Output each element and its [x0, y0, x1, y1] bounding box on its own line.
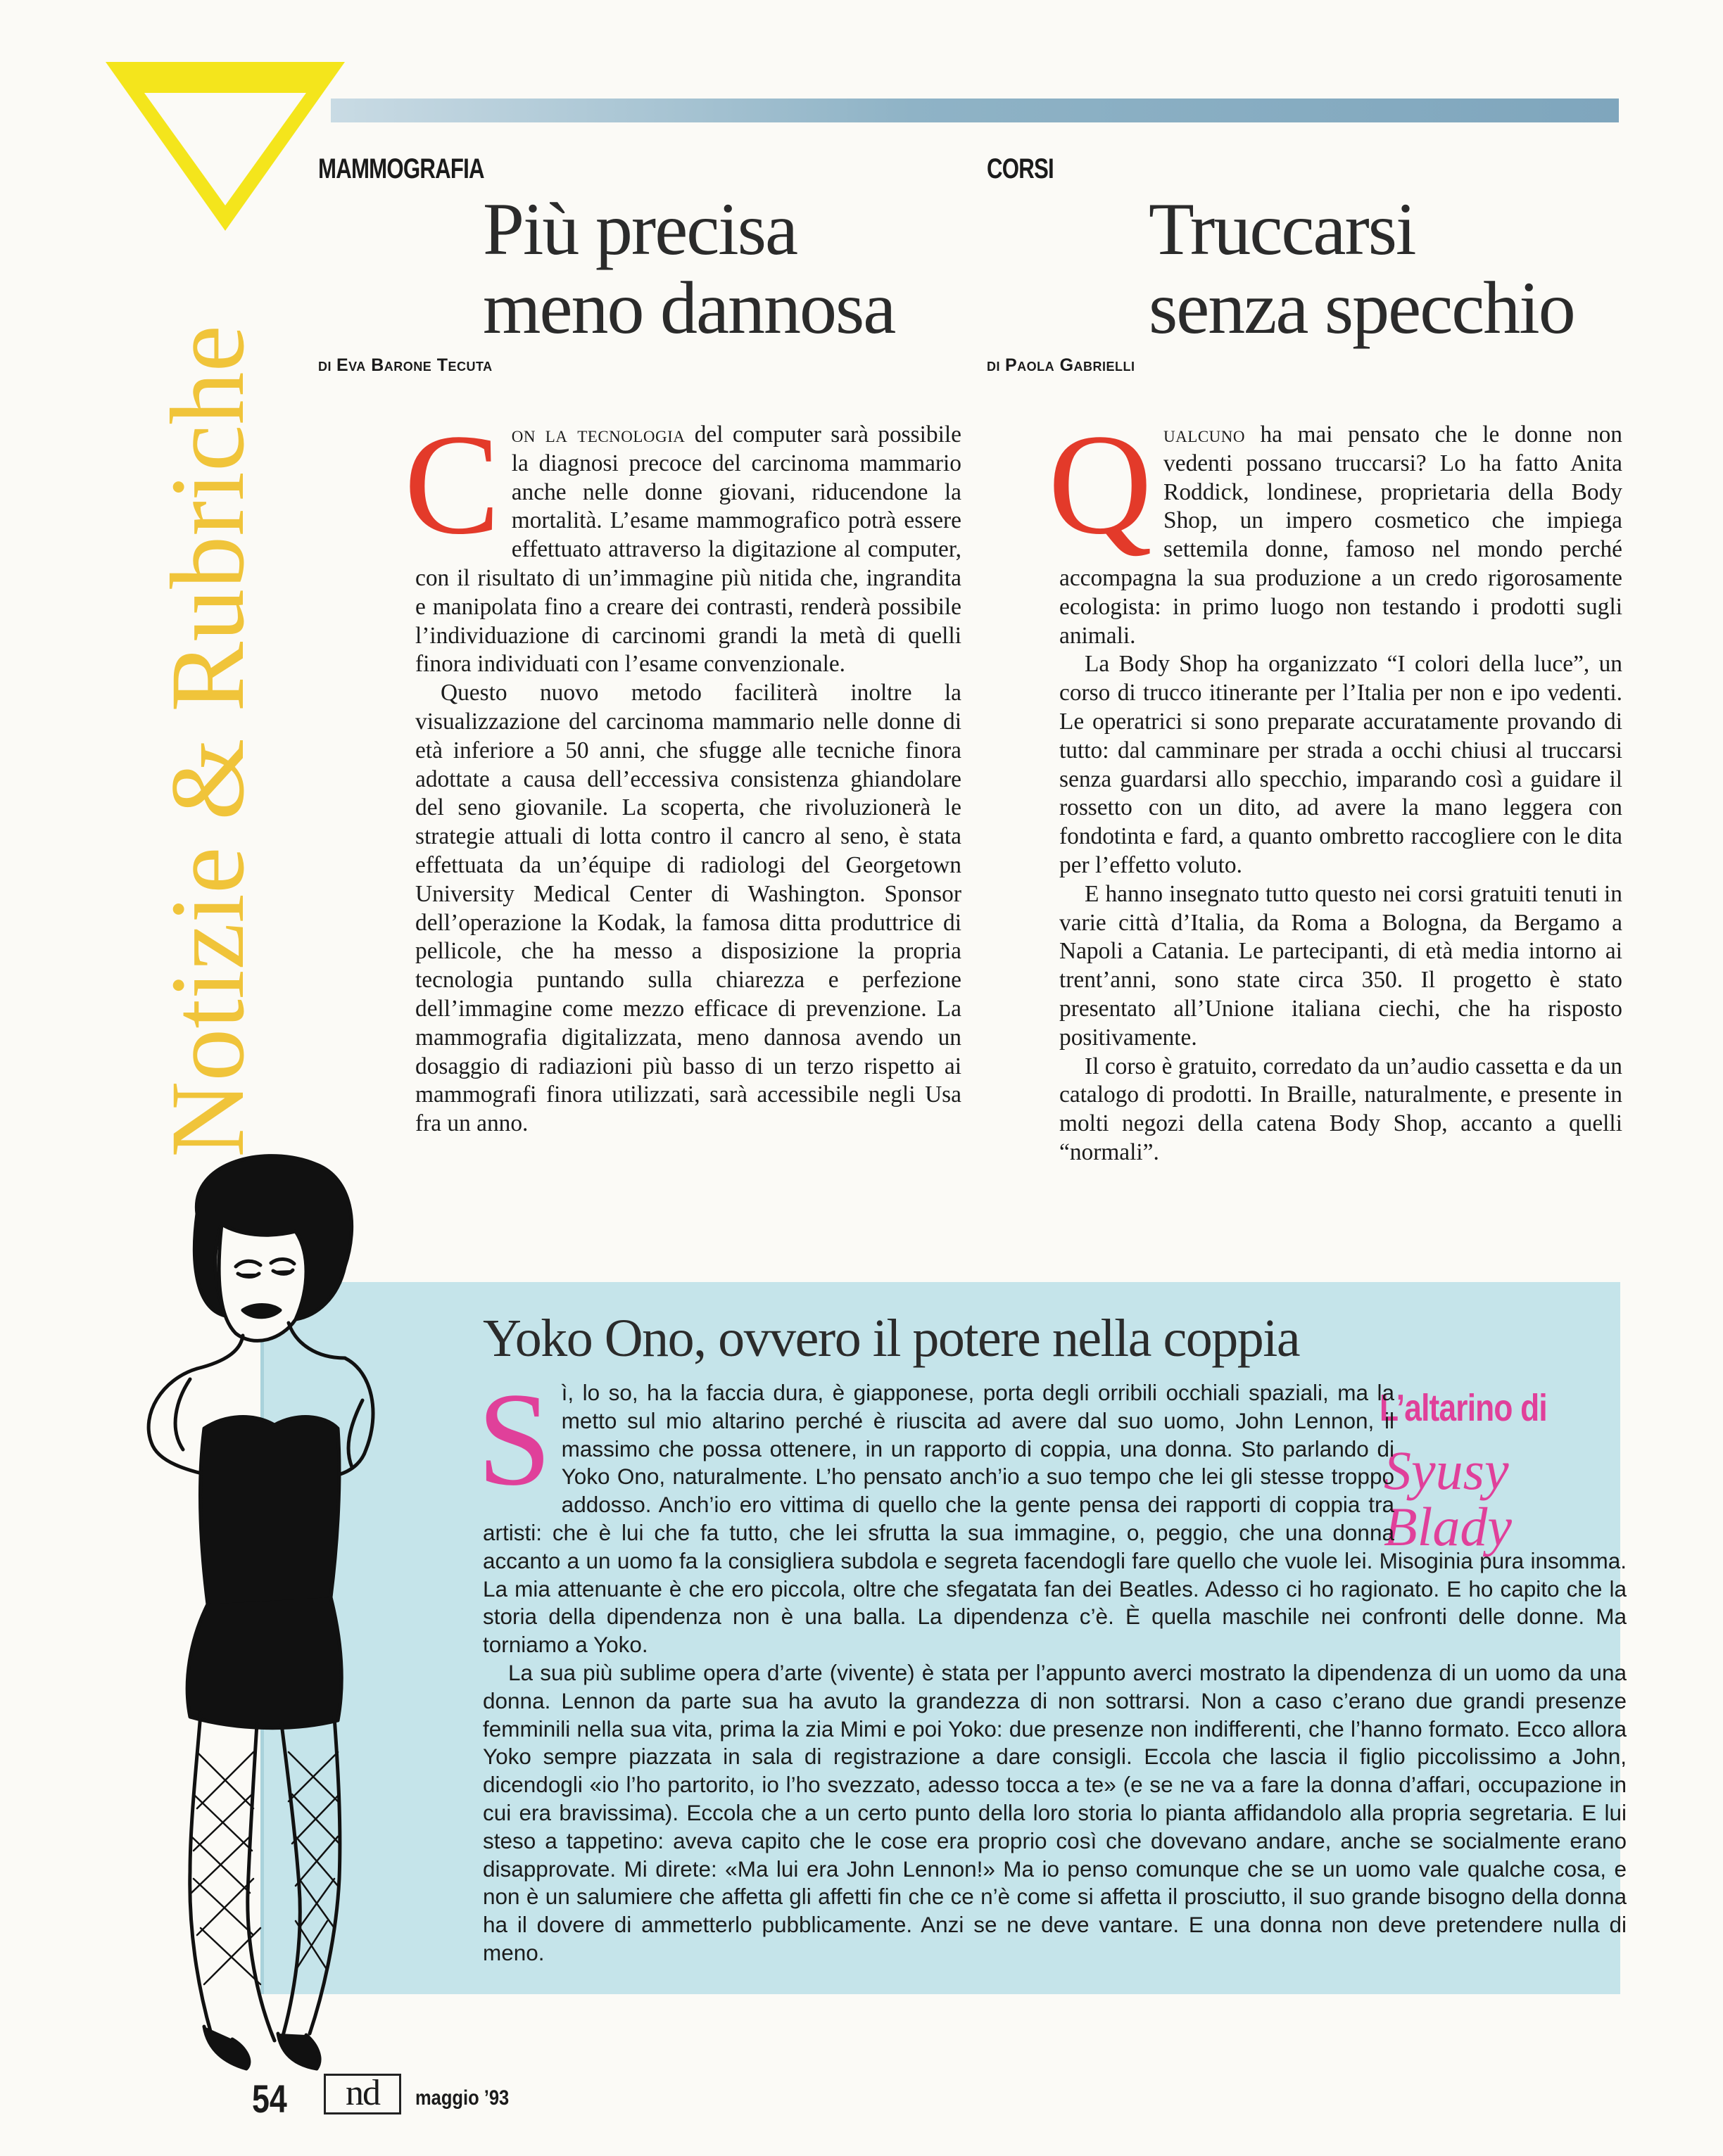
- right-paragraph-1-text: ha mai pensato che le donne non vedenti possano truccarsi? Lo ha fatto Anita Roddick, londinese, proprietaria della Body Shop, un impero cosmetico che impiega settemila donne, famoso nel mondo perché accompagna la sua produzione a un credo rigorosamente ecologista: in primo luogo non testando i prodotti sugli animali.: [1059, 421, 1622, 649]
- corner-triangle-cutout: [144, 93, 306, 205]
- signature-spacer: [1394, 1379, 1627, 1541]
- column-label: L’altarino di: [1380, 1387, 1547, 1429]
- left-paragraph-2: Questo nuovo metodo faciliterà inoltre la visualizzazione del carcinoma mammario nelle donne di età inferiore a 50 anni, che sfugge alle tecniche finora adottate a causa dell’eccessiva consistenza ghiandolare del seno giovanile. La scoperta, che rivoluzionerà le strategie attuali di lotta contro il cancro al seno, è stata effettuata da un’équipe di radiologi del Georgetown University Medical Center di Washington. Sponsor dell’operazione la Kodak, la famosa ditta produttrice di pellicole, che ha messo a disposizione la propria tecnologia puntando sulla chiarezza e perfezione dell’immagine come mezzo efficace di prevenzione. La mammografia digitalizzata, meno dannosa avendo un dosaggio di radiazioni più basso di un terzo rispetto ai mammografi finora utilizzati, sarà accessibile negli Usa fra un anno.: [415, 680, 961, 1137]
- left-headline: [483, 190, 895, 348]
- right-paragraph-1: [1048, 405, 1622, 650]
- left-byline-prefix: di: [318, 355, 332, 375]
- right-author: Paola Gabrielli: [1004, 355, 1135, 375]
- right-byline: [987, 355, 1135, 376]
- right-headline-line1: Truccarsi: [1149, 188, 1415, 270]
- right-byline-prefix: di: [987, 355, 1000, 375]
- right-paragraph-3: E hanno insegnato tutto questo nei corsi gratuiti tenuti in varie città d’Italia, da Roma a Bologna, da Bergamo a Napoli a Catania. Le partecipanti, di età media intorno ai trent’anni, sono state circa 350. Il progetto è stato presentato all’Unione italiana ciechi, che ha risposto positivamente.: [1059, 880, 1622, 1051]
- left-section-label: MAMMOGRAFIA: [318, 153, 484, 184]
- column-dropcap: S: [477, 1366, 552, 1514]
- left-paragraph-1-text: del computer sarà possibile la diagnosi precoce del carcinoma mammario anche nelle donne giovani, riducendone la mortalità. L’esame mammografico potrà essere effettuato attraverso la digitazione al computer, con il risultato di un’immagine più nitida che, ingrandita e manipolata fino a creare dei contrasti, renderà possibile l’individuazione di carcinomi grandi la metà di quelli finora individuati con l’esame convenzionale.: [415, 421, 961, 678]
- left-author: Eva Barone Tecuta: [336, 355, 493, 375]
- issue-date: maggio ’93: [415, 2086, 510, 2110]
- column-paragraph-1-text: ì, lo so, ha la faccia dura, è giapponese, porta degli orribili occhiali spaziali, ma la metto sul mio altarino perché è riuscita ad avere dal suo uomo, John Lennon, il massimo che possa ottenere, in un rapporto di coppia, una donna. Sto parlando di Yoko Ono, naturalmente. L’ho pensato anch’io a suo tempo che lei gli stesse troppo addosso. Anch’io ero vittima di quello che la gente pensa dei rapporti di coppia tra artisti: che è lui che fa tutto, che lei sfrutta la sua immagine, o, peggio, che una donna accanto a un uomo fa la consigliera subdola e segreta facendogli fare quello che vuole lei. Misoginia pura insomma. La mia attenuante è che ero piccola, oltre che sfegatata fan dei Beatles. Adesso ci ho ragionato. E ho capito che la storia della dipendenza non è una balla. La dipendenza c’è. È quella maschile nei confronti delle donne. Ma torniamo a Yoko.: [483, 1380, 1627, 1658]
- right-lead-in: ualcuno: [1163, 421, 1245, 448]
- right-paragraph-2: La Body Shop ha organizzato “I colori della luce”, un corso di trucco itinerante per l’Italia per non e ipo vedenti. Le operatrici si sono preparate accuratamente provando di tutto: dal camminare per strada a occhi chiusi al truccarsi senza guardarsi allo specchio, imparando così a guidare il rossetto con un dito, ad avere la mano leggera con fondotinta e fard, a quanto ombretto raccogliere con le dita per l’effetto voluto.: [1059, 651, 1622, 878]
- left-headline-line1: Più precisa: [483, 188, 797, 270]
- right-dropcap: Q: [1048, 405, 1153, 564]
- left-headline-line2: meno dannosa: [483, 267, 895, 349]
- right-section-label: CORSI: [987, 153, 1054, 184]
- left-byline: [318, 355, 493, 376]
- right-paragraph-4: Il corso è gratuito, corredato da un’audio cassetta e da un catalogo di prodotti. In Braille, naturalmente, e presente in molti negozi della catena Body Shop, accanto a quelli “normali”.: [1059, 1053, 1622, 1165]
- left-paragraph-1: [404, 405, 961, 679]
- left-dropcap: C: [404, 405, 500, 564]
- column-paragraph-2: La sua più sublime opera d’arte (vivente) è stata per l’appunto averci mostrato la dipendenza di un uomo da una donna. Lennon da parte sua ha avuto la grandezza di non sottrarsi. Non a caso c’erano due grandi presenze femminili nella sua vita, prima la zia Mimi e poi Yoko: due presenze non indifferenti, che l’hanno formato. Ecco allora Yoko sempre piazzata in sala di registrazione a dare consigli. Eccola che lascia il figlio piccolissimo a John, dicendogli «io l’ho partorito, io l’ho svezzato, adesso tocca a te» (e se ne va a fare la donna d’affari, occupazione in cui era bravissima). Eccola che a un certo punto della loro storia lo pianta affidandolo alla propria segretaria. E lui steso a tappetino: aveva capito che le cose era proprio così che dovevano andare, anche se socialmente erano disapprovate. Mi direte: «Ma lui era John Lennon!» Ma io penso comunque che se un uomo vale qualche cosa, e non è un salumiere che affetta gli affetti fin che ce n’è come si affetta il prosciutto, il suo grande bisogno della donna ha il dovere di ammetterlo pubblicamente. Anzi se ne deve vantare. E una donna non deve pretendere nulla di meno.: [483, 1659, 1627, 1965]
- column-title: Yoko Ono, ovvero il potere nella coppia: [483, 1309, 1300, 1368]
- left-article-body: [404, 405, 961, 1139]
- right-article-body: [1048, 405, 1622, 1167]
- column-author: Syusy Blady: [1384, 1440, 1512, 1557]
- header-color-bar: [331, 99, 1619, 122]
- magazine-logo: nd: [324, 2074, 401, 2114]
- rubric-vertical-title: Notizie & Rubriche: [149, 324, 266, 1158]
- column-body: [477, 1366, 1627, 1967]
- page-number: 54: [252, 2076, 287, 2121]
- left-lead-in: on la tecnologia: [511, 421, 686, 448]
- right-headline: [1149, 190, 1574, 348]
- right-headline-line2: senza specchio: [1149, 267, 1574, 349]
- woman-caricature-illustration: [84, 1147, 479, 2083]
